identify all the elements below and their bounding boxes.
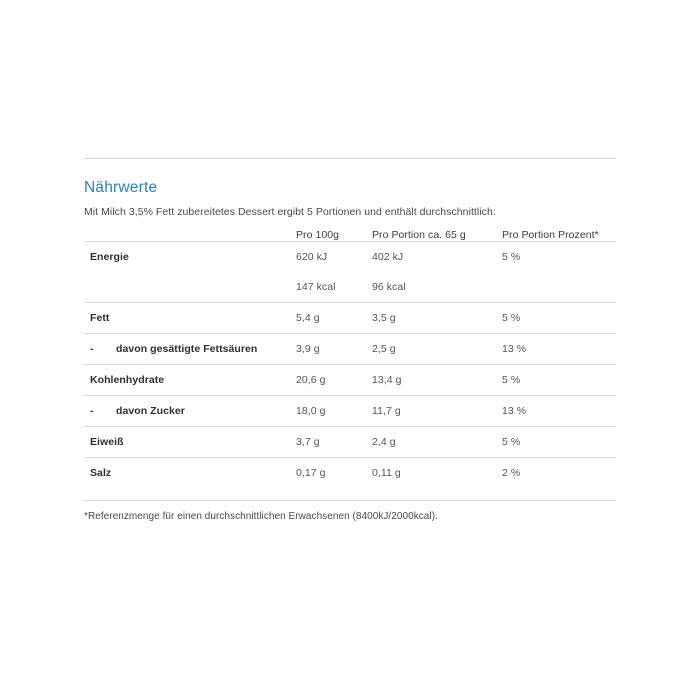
table-header [84, 229, 616, 242]
row-label: davon Zucker [116, 405, 185, 417]
nutrition-panel [84, 158, 616, 522]
table-row [84, 334, 616, 365]
row-per-100g: 147 kcal [296, 281, 336, 293]
row-label-sub [84, 334, 296, 365]
table-row [84, 242, 616, 273]
row-per-portion: 3,5 g [372, 303, 502, 334]
row-per-100g: 18,0 g [296, 396, 372, 427]
row-per-portion-percent: 5 % [502, 365, 616, 396]
row-per-portion-percent: 5 % [502, 242, 616, 273]
nutrition-table [84, 229, 616, 488]
table-row [84, 458, 616, 489]
row-per-portion: 13,4 g [372, 365, 502, 396]
row-label: Energie [84, 242, 296, 273]
row-per-100g: 3,7 g [296, 427, 372, 458]
row-label [84, 272, 296, 303]
table-row [84, 427, 616, 458]
row-per-100g: 0,17 g [296, 458, 372, 489]
row-per-portion-percent: 13 % [502, 334, 616, 365]
intro-text: Mit Milch 3,5% Fett zubereitetes Dessert ergibt 5 Portionen und enthält durchschnittlich: [84, 206, 496, 218]
table-row [84, 303, 616, 334]
row-per-100g: 20,6 g [296, 365, 372, 396]
row-per-portion: 2,5 g [372, 334, 502, 365]
row-per-portion-percent: 5 % [502, 427, 616, 458]
column-header-per-100g: Pro 100g [296, 229, 340, 241]
row-per-100g: 3,9 g [296, 334, 372, 365]
column-header-per-portion: Pro Portion ca. 65 g [372, 229, 466, 241]
row-label: Fett [84, 303, 296, 334]
column-header-nutrient [84, 229, 296, 242]
page-title: Nährwerte [84, 179, 158, 196]
row-label: Eiweiß [84, 427, 296, 458]
table-header-row [84, 229, 616, 242]
row-per-portion: 2,4 g [372, 427, 502, 458]
row-per-portion: 0,11 g [372, 458, 502, 489]
row-label: Kohlenhydrate [84, 365, 296, 396]
sub-item-dash: - [90, 343, 94, 355]
row-per-portion-percent: 5 % [502, 303, 616, 334]
row-per-100g: 5,4 g [296, 303, 372, 334]
table-row [84, 365, 616, 396]
row-per-portion-percent: 2 % [502, 458, 616, 489]
row-label-sub [84, 396, 296, 427]
column-header-per-portion-percent: Pro Portion Prozent* [502, 229, 599, 241]
row-per-portion-percent [502, 272, 616, 303]
table-body [84, 242, 616, 489]
row-per-portion: 11,7 g [372, 396, 502, 427]
row-per-portion-percent: 13 % [502, 396, 616, 427]
sub-item-dash: - [90, 405, 94, 417]
row-per-portion: 402 kJ [372, 242, 502, 273]
top-divider [84, 158, 616, 159]
row-per-portion: 96 kcal [372, 281, 406, 293]
row-label: davon gesättigte Fettsäuren [116, 343, 258, 355]
row-label: Salz [84, 458, 296, 489]
row-per-100g: 620 kJ [296, 242, 372, 273]
table-row [84, 272, 616, 303]
footnote-text: *Referenzmenge für einen durchschnittlichen Erwachsenen (8400kJ/2000kcal). [84, 500, 616, 522]
table-row [84, 396, 616, 427]
